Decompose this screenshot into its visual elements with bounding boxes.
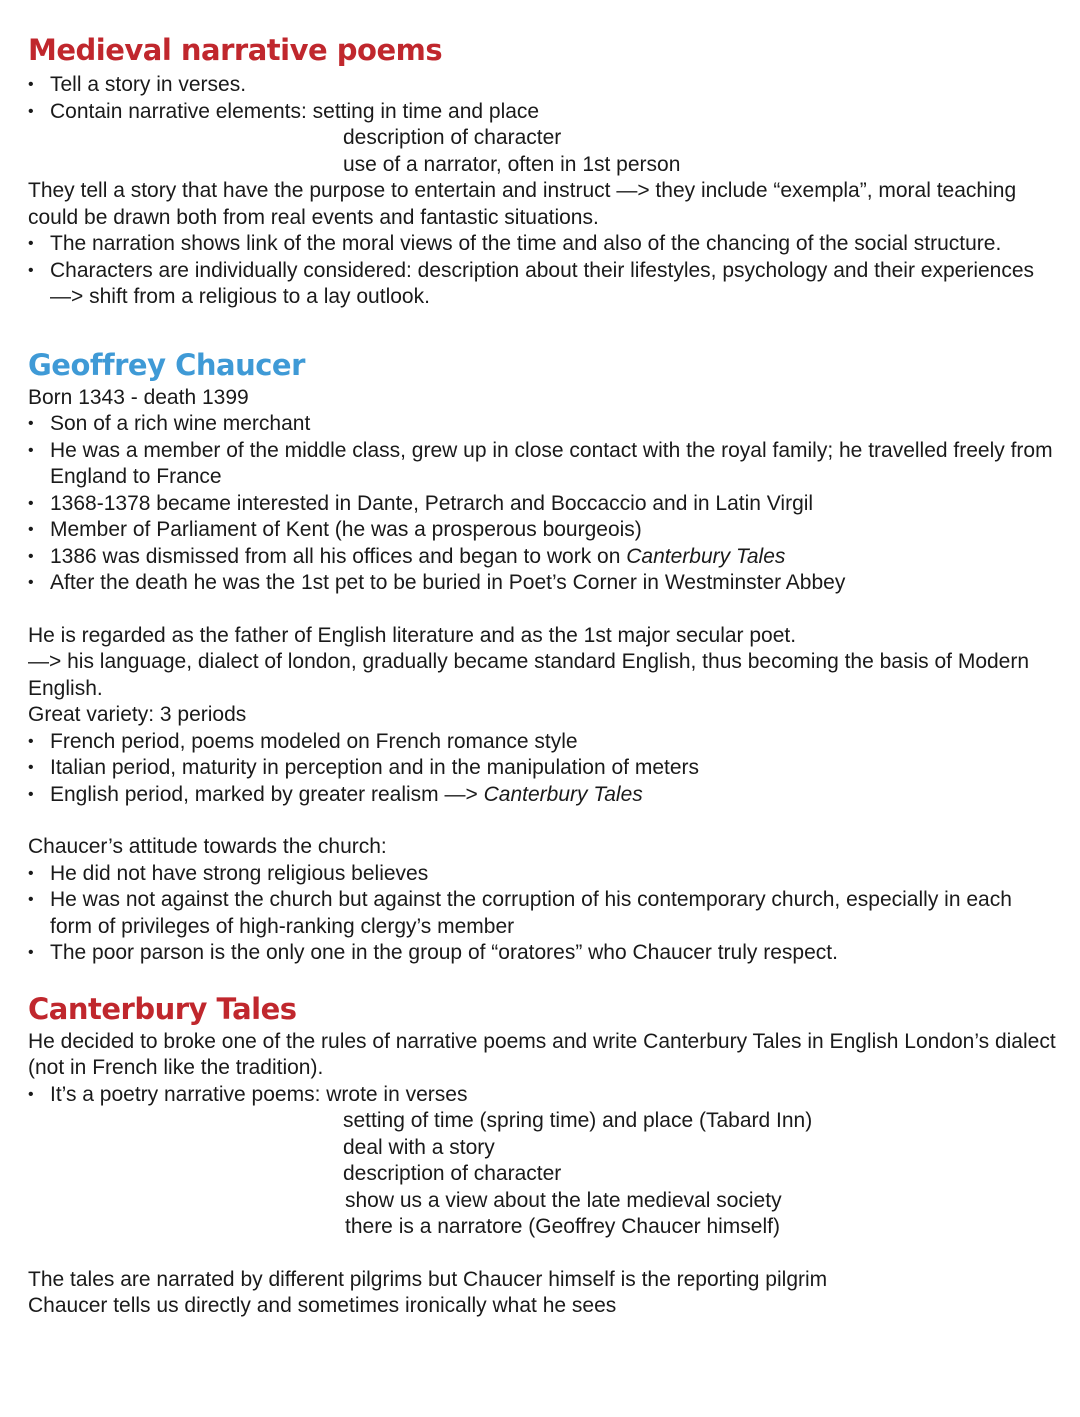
list-item	[28, 782, 1058, 809]
father-of-literature: He is regarded as the father of English literature and as the 1st major secular poet.	[28, 623, 797, 647]
list-item: • Son of a rich wine merchant	[28, 411, 1058, 438]
canterbury-tales-title: Canterbury Tales	[626, 544, 786, 568]
tales-bullets	[28, 1082, 1058, 1109]
list-item: • He was a member of the middle class, grew up in close contact with the royal family; he travelled freely from England to France	[28, 438, 1058, 491]
continuation-line: description of character	[343, 126, 562, 149]
list-item: • Contain narrative elements: setting in time and place	[28, 99, 1058, 126]
heading-medieval-narrative-poems: Medieval narrative poems	[28, 33, 443, 67]
list-item: • Member of Parliament of Kent (he was a prosperous bourgeois)	[28, 517, 1058, 544]
spacer	[28, 311, 1058, 345]
list-item: • He was not against the church but against the corruption of his contemporary church, especially in each form of privileges of high-ranking clergy’s member	[28, 887, 1058, 940]
church-intro: Chaucer’s attitude towards the church:	[28, 835, 387, 858]
periods-list	[28, 729, 1058, 809]
continuation-line: description of character	[343, 1162, 562, 1185]
list-item: • 1368-1378 became interested in Dante, Petrarch and Boccaccio and in Latin Virgil	[28, 491, 1058, 518]
continuation-line: there is a narratore (Geoffrey Chaucer himself)	[345, 1215, 780, 1238]
continuation-line: setting of time (spring time) and place (Tabard Inn)	[343, 1109, 813, 1132]
list-item: • The poor parson is the only one in the group of “oratores” who Chaucer truly respect.	[28, 940, 1058, 967]
continuation-line: use of a narrator, often in 1st person	[343, 152, 681, 176]
list-item: • He did not have strong religious believes	[28, 861, 1058, 888]
list-item	[28, 544, 1058, 571]
heading-geoffrey-chaucer: Geoffrey Chaucer	[28, 347, 305, 382]
closing-line: Chaucer tells us directly and sometimes ironically what he sees	[28, 1294, 617, 1317]
spacer	[28, 1241, 1058, 1267]
narrative-paragraph: They tell a story that have the purpose to entertain and instruct —> they include “exempla”, moral teaching could be drawn both from real events and fantastic situations.	[28, 179, 1017, 229]
list-item: • Italian period, maturity in perception and in the manipulation of meters	[28, 755, 1058, 782]
list-item: • Tell a story in verses.	[28, 72, 1058, 99]
chaucer-dates: Born 1343 - death 1399	[28, 385, 249, 409]
document-page	[28, 30, 1058, 1320]
list-item: • It’s a poetry narrative poems: wrote in verses	[28, 1082, 1058, 1109]
dismissed-text: 1386 was dismissed from all his offices and began to work on	[50, 544, 627, 568]
church-bullets	[28, 861, 1058, 967]
list-item: • After the death he was the 1st pet to be buried in Poet’s Corner in Westminster Abbey	[28, 570, 1058, 597]
list-item: • Characters are individually considered: description about their lifestyles, psychology and their experiences —> shift from a religious to a lay outlook.	[28, 258, 1058, 311]
language-note: —> his language, dialect of london, gradually became standard English, thus becoming the basis of Modern English.	[28, 650, 1030, 700]
continuation-line: show us a view about the late medieval society	[345, 1188, 782, 1212]
english-period-text: English period, marked by greater realism —>	[50, 782, 484, 806]
continuation-line: deal with a story	[343, 1135, 495, 1159]
spacer	[28, 597, 1058, 623]
closing-line: The tales are narrated by different pilgrims but Chaucer himself is the reporting pilgrim	[28, 1267, 828, 1291]
chaucer-bio-bullets	[28, 411, 1058, 597]
variety-intro: Great variety: 3 periods	[28, 703, 247, 726]
spacer	[28, 808, 1058, 834]
list-item: • French period, poems modeled on French romance style	[28, 729, 1058, 756]
list-item: • The narration shows link of the moral views of the time and also of the chancing of the social structure.	[28, 231, 1058, 258]
spacer	[28, 967, 1058, 989]
narrative-bullets-b	[28, 231, 1058, 311]
tales-intro: He decided to broke one of the rules of narrative poems and write Canterbury Tales in English London’s dialect (not in French like the tradition).	[28, 1029, 1056, 1079]
heading-canterbury-tales: Canterbury Tales	[28, 991, 297, 1026]
narrative-bullets-a	[28, 72, 1058, 125]
canterbury-tales-title: Canterbury Tales	[483, 782, 643, 806]
